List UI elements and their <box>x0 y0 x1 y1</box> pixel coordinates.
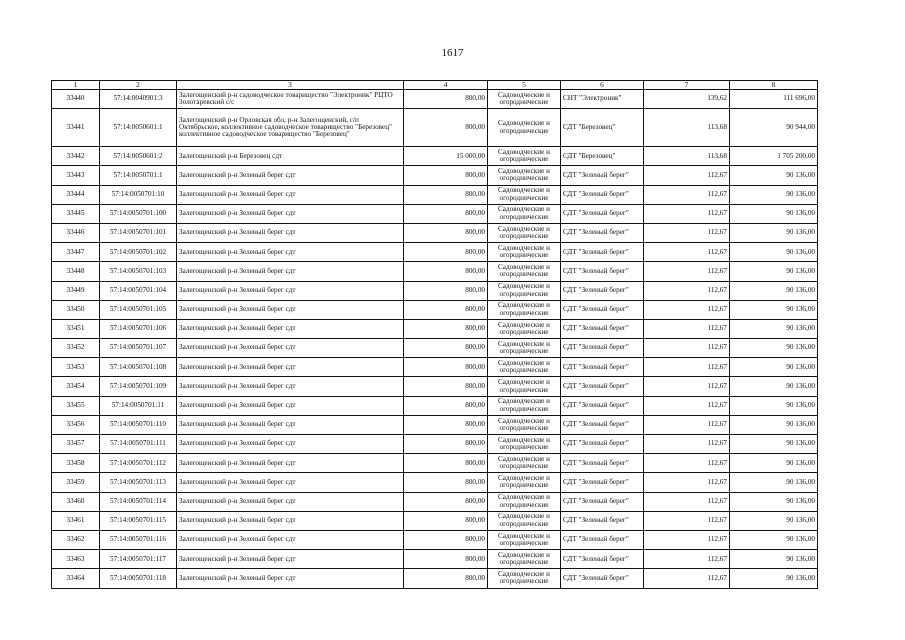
table-row <box>52 454 818 473</box>
cadastral-value-cell: 90 136,00 <box>730 454 818 473</box>
table-row <box>52 109 818 147</box>
partnership-name-cell: СДТ "Зеленый берег" <box>561 569 644 588</box>
row-number-cell: 33455 <box>52 396 100 415</box>
cadastral-value-cell: 111 696,00 <box>730 90 818 109</box>
cadastral-value-cell: 90 136,00 <box>730 473 818 492</box>
cadastral-value-cell: 90 136,00 <box>730 377 818 396</box>
specific-value-cell: 112,67 <box>644 454 730 473</box>
cadastral-number-cell: 57:14:0050701:117 <box>100 550 177 569</box>
area-cell: 800,00 <box>404 550 488 569</box>
column-header: 4 <box>404 81 488 90</box>
row-number-cell: 33460 <box>52 492 100 511</box>
specific-value-cell: 112,67 <box>644 473 730 492</box>
column-header: 1 <box>52 81 100 90</box>
row-number-cell: 33444 <box>52 185 100 204</box>
area-cell: 800,00 <box>404 243 488 262</box>
land-use-cell: Садоводческие и огороднические <box>488 435 561 454</box>
column-header: 8 <box>730 81 818 90</box>
area-cell: 800,00 <box>404 435 488 454</box>
specific-value-cell: 112,67 <box>644 319 730 338</box>
cadastral-value-cell: 90 136,00 <box>730 358 818 377</box>
row-number-cell: 33462 <box>52 530 100 549</box>
cadastral-number-cell: 57:14:0050701:110 <box>100 415 177 434</box>
specific-value-cell: 112,67 <box>644 435 730 454</box>
row-number-cell: 33452 <box>52 339 100 358</box>
table-row <box>52 204 818 223</box>
cadastral-number-cell: 57:14:0050701:104 <box>100 281 177 300</box>
row-number-cell: 33443 <box>52 166 100 185</box>
cadastral-number-cell: 57:14:0050701:111 <box>100 435 177 454</box>
table-row <box>52 90 818 109</box>
cadastral-number-cell: 57:14:0050701:103 <box>100 262 177 281</box>
cadastral-number-cell: 57:14:0050701:107 <box>100 339 177 358</box>
address-cell: Залегощенский р-н Зеленый берег сдт <box>177 281 404 300</box>
table-row <box>52 473 818 492</box>
land-use-cell: Садоводческие и огороднические <box>488 454 561 473</box>
address-cell: Залегощенский р-н Зеленый берег сдт <box>177 339 404 358</box>
land-use-cell: Садоводческие и огороднические <box>488 262 561 281</box>
land-use-cell: Садоводческие и огороднические <box>488 166 561 185</box>
address-cell: Залегощенский р-н Зеленый берег сдт <box>177 319 404 338</box>
specific-value-cell: 112,67 <box>644 492 730 511</box>
area-cell: 800,00 <box>404 109 488 147</box>
table-row <box>52 300 818 319</box>
cadastral-number-cell: 57:14:0050701:1 <box>100 166 177 185</box>
area-cell: 800,00 <box>404 166 488 185</box>
area-cell: 800,00 <box>404 300 488 319</box>
partnership-name-cell: СДТ "Зеленый берег" <box>561 396 644 415</box>
partnership-name-cell: СДТ "Зеленый берег" <box>561 185 644 204</box>
address-cell: Залегощенский р-н Зеленый берег сдт <box>177 415 404 434</box>
land-use-cell: Садоводческие и огороднические <box>488 377 561 396</box>
address-cell: Залегощенский р-н Зеленый берег сдт <box>177 166 404 185</box>
row-number-cell: 33459 <box>52 473 100 492</box>
table-row <box>52 396 818 415</box>
row-number-cell: 33446 <box>52 223 100 242</box>
cadastral-number-cell: 57:14:0050701:102 <box>100 243 177 262</box>
row-number-cell: 33454 <box>52 377 100 396</box>
address-cell: Залегощенский р-н Зеленый берег сдт <box>177 377 404 396</box>
address-cell: Залегощенский р-н Зеленый берег сдт <box>177 511 404 530</box>
area-cell: 15 000,00 <box>404 147 488 166</box>
specific-value-cell: 112,67 <box>644 396 730 415</box>
address-cell: Залегощенский р-н Орловская обл, р-н Залегощенский, с/п Октябрьское, коллективное садоводческое товарищество "Березовец" коллективное садоводческое товарищество "Березовец" <box>177 109 404 147</box>
cadastral-value-cell: 90 136,00 <box>730 415 818 434</box>
cadastral-value-cell: 90 136,00 <box>730 281 818 300</box>
land-use-cell: Садоводческие и огороднические <box>488 569 561 588</box>
address-cell: Залегощенский р-н Зеленый берег сдт <box>177 358 404 377</box>
area-cell: 800,00 <box>404 339 488 358</box>
cadastral-number-cell: 57:14:0050701:10 <box>100 185 177 204</box>
row-number-cell: 33449 <box>52 281 100 300</box>
address-cell: Залегощенский р-н Березовец сдт <box>177 147 404 166</box>
cadastral-number-cell: 57:14:0050701:118 <box>100 569 177 588</box>
table-body <box>52 90 818 589</box>
area-cell: 800,00 <box>404 223 488 242</box>
land-use-cell: Садоводческие и огороднические <box>488 339 561 358</box>
partnership-name-cell: СНТ "Электроник" <box>561 90 644 109</box>
table-row <box>52 415 818 434</box>
table-row <box>52 492 818 511</box>
table-row <box>52 185 818 204</box>
specific-value-cell: 112,67 <box>644 511 730 530</box>
cadastral-number-cell: 57:14:0050701:11 <box>100 396 177 415</box>
partnership-name-cell: СДТ "Зеленый берег" <box>561 358 644 377</box>
address-cell: Залегощенский р-н Зеленый берег сдт <box>177 550 404 569</box>
land-use-cell: Садоводческие и огороднические <box>488 415 561 434</box>
specific-value-cell: 112,67 <box>644 185 730 204</box>
land-use-cell: Садоводческие и огороднические <box>488 550 561 569</box>
table-row <box>52 223 818 242</box>
table-row <box>52 339 818 358</box>
area-cell: 800,00 <box>404 396 488 415</box>
address-cell: Залегощенский р-н Зеленый берег сдт <box>177 396 404 415</box>
table-row <box>52 166 818 185</box>
address-cell: Залегощенский р-н Зеленый берег сдт <box>177 569 404 588</box>
land-use-cell: Садоводческие и огороднические <box>488 358 561 377</box>
cadastral-number-cell: 57:14:0040901:3 <box>100 90 177 109</box>
table-row <box>52 550 818 569</box>
cadastral-value-cell: 90 136,00 <box>730 339 818 358</box>
specific-value-cell: 112,67 <box>644 223 730 242</box>
specific-value-cell: 112,67 <box>644 243 730 262</box>
row-number-cell: 33456 <box>52 415 100 434</box>
partnership-name-cell: СДТ "Зеленый берег" <box>561 511 644 530</box>
specific-value-cell: 112,67 <box>644 415 730 434</box>
address-cell: Залегощенский р-н Зеленый берег сдт <box>177 185 404 204</box>
land-use-cell: Садоводческие и огороднические <box>488 223 561 242</box>
column-header: 5 <box>488 81 561 90</box>
cadastral-number-cell: 57:14:0050701:115 <box>100 511 177 530</box>
area-cell: 800,00 <box>404 204 488 223</box>
cadastral-value-cell: 90 136,00 <box>730 396 818 415</box>
header-row <box>52 81 818 90</box>
specific-value-cell: 112,67 <box>644 281 730 300</box>
address-cell: Залегощенский р-н садоводческое товарищество "Электроник" РЦТО Золотаревский с/с <box>177 90 404 109</box>
cadastral-value-cell: 90 136,00 <box>730 243 818 262</box>
column-header: 2 <box>100 81 177 90</box>
cadastral-value-cell: 1 705 200,00 <box>730 147 818 166</box>
partnership-name-cell: СДТ "Зеленый берег" <box>561 454 644 473</box>
partnership-name-cell: СДТ "Зеленый берег" <box>561 300 644 319</box>
column-header: 6 <box>561 81 644 90</box>
cadastral-value-cell: 90 136,00 <box>730 319 818 338</box>
area-cell: 800,00 <box>404 530 488 549</box>
area-cell: 800,00 <box>404 511 488 530</box>
address-cell: Залегощенский р-н Зеленый берег сдт <box>177 435 404 454</box>
table-row <box>52 358 818 377</box>
specific-value-cell: 112,67 <box>644 166 730 185</box>
row-number-cell: 33441 <box>52 109 100 147</box>
table-row <box>52 147 818 166</box>
table-row <box>52 530 818 549</box>
cadastral-number-cell: 57:14:0050701:101 <box>100 223 177 242</box>
specific-value-cell: 112,67 <box>644 204 730 223</box>
partnership-name-cell: СДТ "Зеленый берег" <box>561 166 644 185</box>
area-cell: 800,00 <box>404 262 488 281</box>
land-use-cell: Садоводческие и огороднические <box>488 511 561 530</box>
land-use-cell: Садоводческие и огороднические <box>488 109 561 147</box>
area-cell: 800,00 <box>404 319 488 338</box>
partnership-name-cell: СДТ "Зеленый берег" <box>561 223 644 242</box>
area-cell: 800,00 <box>404 454 488 473</box>
land-use-cell: Садоводческие и огороднические <box>488 147 561 166</box>
partnership-name-cell: СДТ "Березовец" <box>561 147 644 166</box>
specific-value-cell: 112,67 <box>644 300 730 319</box>
partnership-name-cell: СДТ "Зеленый берег" <box>561 377 644 396</box>
specific-value-cell: 112,67 <box>644 550 730 569</box>
table-row <box>52 281 818 300</box>
land-use-cell: Садоводческие и огороднические <box>488 473 561 492</box>
row-number-cell: 33451 <box>52 319 100 338</box>
area-cell: 800,00 <box>404 492 488 511</box>
specific-value-cell: 113,68 <box>644 147 730 166</box>
partnership-name-cell: СДТ "Березовец" <box>561 109 644 147</box>
cadastral-number-cell: 57:14:0050601:1 <box>100 109 177 147</box>
partnership-name-cell: СДТ "Зеленый берег" <box>561 281 644 300</box>
address-cell: Залегощенский р-н Зеленый берег сдт <box>177 454 404 473</box>
row-number-cell: 33453 <box>52 358 100 377</box>
table-row <box>52 377 818 396</box>
cadastral-number-cell: 57:14:0050701:108 <box>100 358 177 377</box>
row-number-cell: 33457 <box>52 435 100 454</box>
area-cell: 800,00 <box>404 473 488 492</box>
specific-value-cell: 113,68 <box>644 109 730 147</box>
area-cell: 800,00 <box>404 90 488 109</box>
row-number-cell: 33463 <box>52 550 100 569</box>
partnership-name-cell: СДТ "Зеленый берег" <box>561 262 644 281</box>
table-row <box>52 569 818 588</box>
address-cell: Залегощенский р-н Зеленый берег сдт <box>177 530 404 549</box>
address-cell: Залегощенский р-н Зеленый берег сдт <box>177 204 404 223</box>
area-cell: 800,00 <box>404 358 488 377</box>
table-row <box>52 511 818 530</box>
specific-value-cell: 112,67 <box>644 262 730 281</box>
partnership-name-cell: СДТ "Зеленый берег" <box>561 473 644 492</box>
row-number-cell: 33450 <box>52 300 100 319</box>
partnership-name-cell: СДТ "Зеленый берег" <box>561 319 644 338</box>
row-number-cell: 33445 <box>52 204 100 223</box>
row-number-cell: 33464 <box>52 569 100 588</box>
specific-value-cell: 112,67 <box>644 530 730 549</box>
cadastral-value-cell: 90 136,00 <box>730 185 818 204</box>
area-cell: 800,00 <box>404 569 488 588</box>
cadastral-value-cell: 90 136,00 <box>730 530 818 549</box>
row-number-cell: 33447 <box>52 243 100 262</box>
specific-value-cell: 112,67 <box>644 377 730 396</box>
address-cell: Залегощенский р-н Зеленый берег сдт <box>177 473 404 492</box>
address-cell: Залегощенский р-н Зеленый берег сдт <box>177 262 404 281</box>
cadastral-value-cell: 90 136,00 <box>730 262 818 281</box>
address-cell: Залегощенский р-н Зеленый берег сдт <box>177 243 404 262</box>
cadastral-value-cell: 90 944,00 <box>730 109 818 147</box>
partnership-name-cell: СДТ "Зеленый берег" <box>561 530 644 549</box>
land-use-cell: Садоводческие и огороднические <box>488 204 561 223</box>
partnership-name-cell: СДТ "Зеленый берег" <box>561 339 644 358</box>
area-cell: 800,00 <box>404 415 488 434</box>
land-use-cell: Садоводческие и огороднические <box>488 319 561 338</box>
table-row <box>52 243 818 262</box>
partnership-name-cell: СДТ "Зеленый берег" <box>561 415 644 434</box>
cadastral-number-cell: 57:14:0050701:113 <box>100 473 177 492</box>
table-row <box>52 262 818 281</box>
land-use-cell: Садоводческие и огороднические <box>488 300 561 319</box>
cadastral-number-cell: 57:14:0050701:116 <box>100 530 177 549</box>
cadastral-value-cell: 90 136,00 <box>730 511 818 530</box>
cadastral-value-cell: 90 136,00 <box>730 223 818 242</box>
land-use-cell: Садоводческие и огороднические <box>488 243 561 262</box>
partnership-name-cell: СДТ "Зеленый берег" <box>561 550 644 569</box>
table-row <box>52 435 818 454</box>
row-number-cell: 33461 <box>52 511 100 530</box>
row-number-cell: 33442 <box>52 147 100 166</box>
cadastral-number-cell: 57:14:0050701:114 <box>100 492 177 511</box>
cadastral-value-cell: 90 136,00 <box>730 166 818 185</box>
cadastral-number-cell: 57:14:0050701:105 <box>100 300 177 319</box>
area-cell: 800,00 <box>404 377 488 396</box>
address-cell: Залегощенский р-н Зеленый берег сдт <box>177 300 404 319</box>
address-cell: Залегощенский р-н Зеленый берег сдт <box>177 223 404 242</box>
land-use-cell: Садоводческие и огороднические <box>488 530 561 549</box>
row-number-cell: 33458 <box>52 454 100 473</box>
cadastral-value-cell: 90 136,00 <box>730 550 818 569</box>
specific-value-cell: 112,67 <box>644 569 730 588</box>
address-cell: Залегощенский р-н Зеленый берег сдт <box>177 492 404 511</box>
cadastral-number-cell: 57:14:0050701:109 <box>100 377 177 396</box>
partnership-name-cell: СДТ "Зеленый берег" <box>561 435 644 454</box>
land-use-cell: Садоводческие и огороднические <box>488 90 561 109</box>
cadastral-value-cell: 90 136,00 <box>730 435 818 454</box>
area-cell: 800,00 <box>404 185 488 204</box>
cadastral-value-cell: 90 136,00 <box>730 204 818 223</box>
cadastral-number-cell: 57:14:0050701:100 <box>100 204 177 223</box>
area-cell: 800,00 <box>404 281 488 300</box>
page-number: 1617 <box>441 47 464 59</box>
land-use-cell: Садоводческие и огороднические <box>488 281 561 300</box>
cadastral-value-table <box>51 80 818 589</box>
cadastral-number-cell: 57:14:0050601:2 <box>100 147 177 166</box>
cadastral-value-cell: 90 136,00 <box>730 569 818 588</box>
land-use-cell: Садоводческие и огороднические <box>488 185 561 204</box>
partnership-name-cell: СДТ "Зеленый берег" <box>561 243 644 262</box>
land-use-cell: Садоводческие и огороднические <box>488 396 561 415</box>
column-header: 7 <box>644 81 730 90</box>
specific-value-cell: 139,62 <box>644 90 730 109</box>
cadastral-number-cell: 57:14:0050701:106 <box>100 319 177 338</box>
cadastral-value-cell: 90 136,00 <box>730 300 818 319</box>
cadastral-number-cell: 57:14:0050701:112 <box>100 454 177 473</box>
land-use-cell: Садоводческие и огороднические <box>488 492 561 511</box>
specific-value-cell: 112,67 <box>644 358 730 377</box>
cadastral-value-cell: 90 136,00 <box>730 492 818 511</box>
row-number-cell: 33440 <box>52 90 100 109</box>
partnership-name-cell: СДТ "Зеленый берег" <box>561 204 644 223</box>
specific-value-cell: 112,67 <box>644 339 730 358</box>
row-number-cell: 33448 <box>52 262 100 281</box>
table-row <box>52 319 818 338</box>
column-header: 3 <box>177 81 404 90</box>
partnership-name-cell: СДТ "Зеленый берег" <box>561 492 644 511</box>
